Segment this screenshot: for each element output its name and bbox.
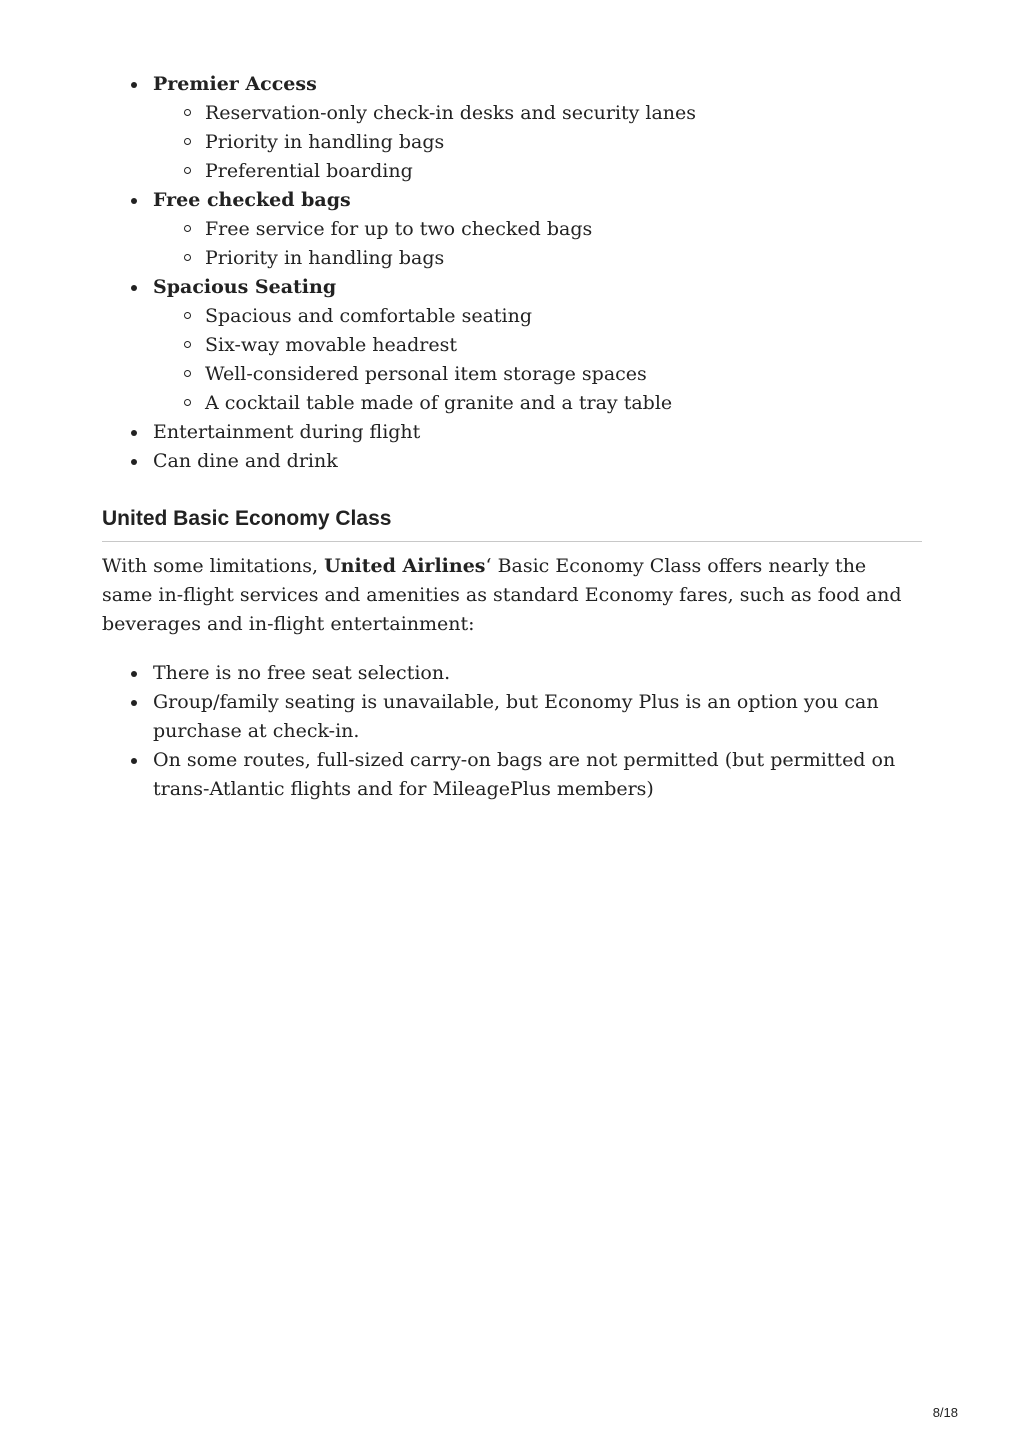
sub-list-item: Well-considered personal item storage spaces [153,360,922,389]
section-heading: United Basic Economy Class [102,506,922,542]
list-item [102,273,922,418]
list-item [102,70,922,186]
sub-list-item: Six-way movable headrest [153,331,922,360]
benefit-title: Entertainment during flight [153,421,421,443]
sub-list-item: Preferential boarding [153,157,922,186]
sub-list-item: Priority in handling bags [153,128,922,157]
benefit-title: Spacious Seating [153,276,337,298]
list-item: Group/family seating is unavailable, but Economy Plus is an option you can purchase at check-in. [102,688,922,746]
list-item [102,447,922,476]
list-item [102,418,922,447]
sub-list-item: A cocktail table made of granite and a tray table [153,389,922,418]
sub-list [153,215,922,273]
sub-list-item: Free service for up to two checked bags [153,215,922,244]
sub-list-item: Priority in handling bags [153,244,922,273]
intro-text-start: With some limitations, [102,555,325,577]
list-item: There is no free seat selection. [102,659,922,688]
sub-list [153,99,922,186]
benefit-title: Free checked bags [153,189,351,211]
intro-paragraph [102,552,922,639]
sub-list-item: Reservation-only check-in desks and security lanes [153,99,922,128]
page-number: 8/18 [932,1405,958,1420]
intro-bold-text: United Airlines [324,555,486,577]
sub-list-item: Spacious and comfortable seating [153,302,922,331]
list-item [102,186,922,273]
sub-list [153,302,922,418]
list-item: On some routes, full-sized carry-on bags are not permitted (but permitted on trans-Atlantic flights and for MileagePlus members) [102,746,922,804]
benefit-title: Can dine and drink [153,450,338,472]
document-page [102,70,922,804]
restrictions-list [102,659,922,804]
intro-text-end: ‘ Basic Economy Class offers nearly the same in-flight services and amenities as standard Economy fares, such as food and beverages and in-flight entertainment: [102,555,902,635]
benefits-list [102,70,922,476]
benefit-title: Premier Access [153,73,317,95]
